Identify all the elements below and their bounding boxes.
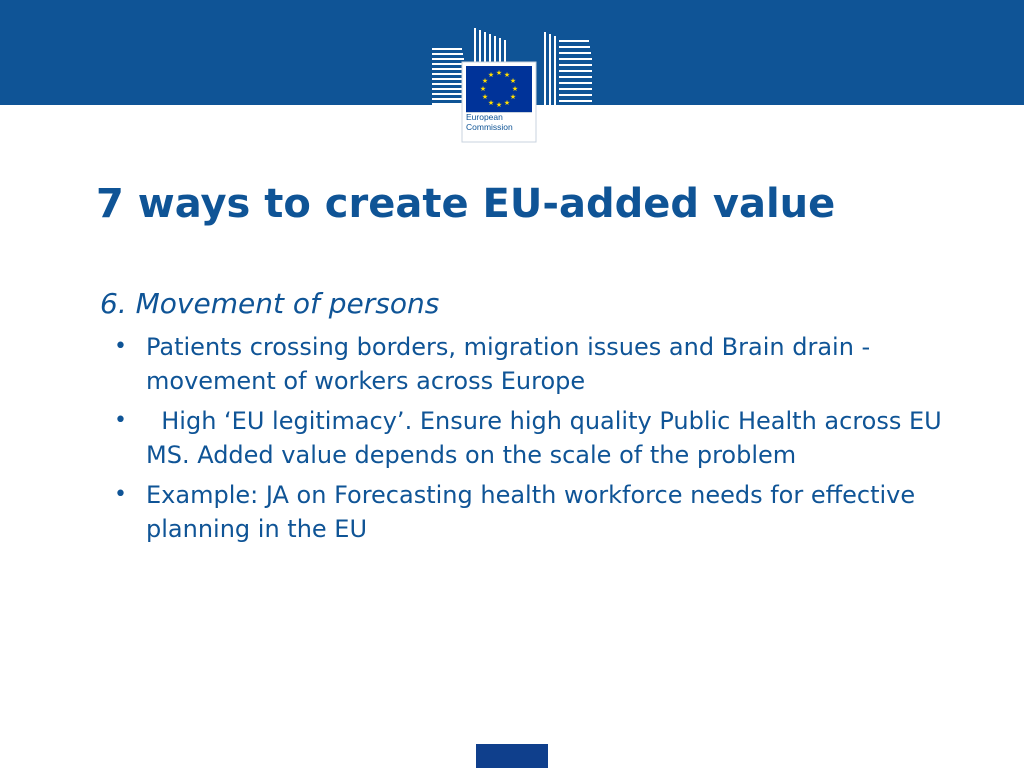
svg-text:★: ★ [495,101,503,109]
logo-wordmark [466,112,534,132]
svg-text:★: ★ [509,77,517,85]
bullet-text: Example: JA on Forecasting health workforce needs for effective planning in the EU [146,481,916,543]
svg-text:★: ★ [511,85,519,93]
bullet-dot-icon: • [114,334,127,359]
svg-text:★: ★ [487,99,495,107]
svg-text:★: ★ [481,77,489,85]
slide-body [100,284,960,552]
bullet-item [100,478,960,546]
bullet-item [100,404,960,472]
svg-text:★: ★ [509,93,517,101]
bullet-item [100,330,960,398]
svg-text:★: ★ [487,71,495,79]
slide-title: 7 ways to create EU-added value [96,181,836,227]
logo-wordmark-line2: Commission [466,122,513,132]
svg-text:★: ★ [479,85,487,93]
bullet-text: Patients crossing borders, migration issues and Brain drain - movement of workers across Europe [146,333,871,395]
svg-text:★: ★ [495,69,503,77]
footer-flag-icon [476,744,548,768]
logo-wordmark-line1: European [466,112,503,122]
bullet-text: High ‘EU legitimacy’. Ensure high quality Public Health across EU MS. Added value depends on the scale of the problem [146,407,942,469]
svg-text:★: ★ [503,99,511,107]
svg-text:★: ★ [481,93,489,101]
svg-text:★: ★ [503,71,511,79]
section-subheading: 6. Movement of persons [100,287,440,320]
bullet-list [100,330,960,546]
bullet-dot-icon: • [114,482,127,507]
bullet-dot-icon: • [114,408,127,433]
